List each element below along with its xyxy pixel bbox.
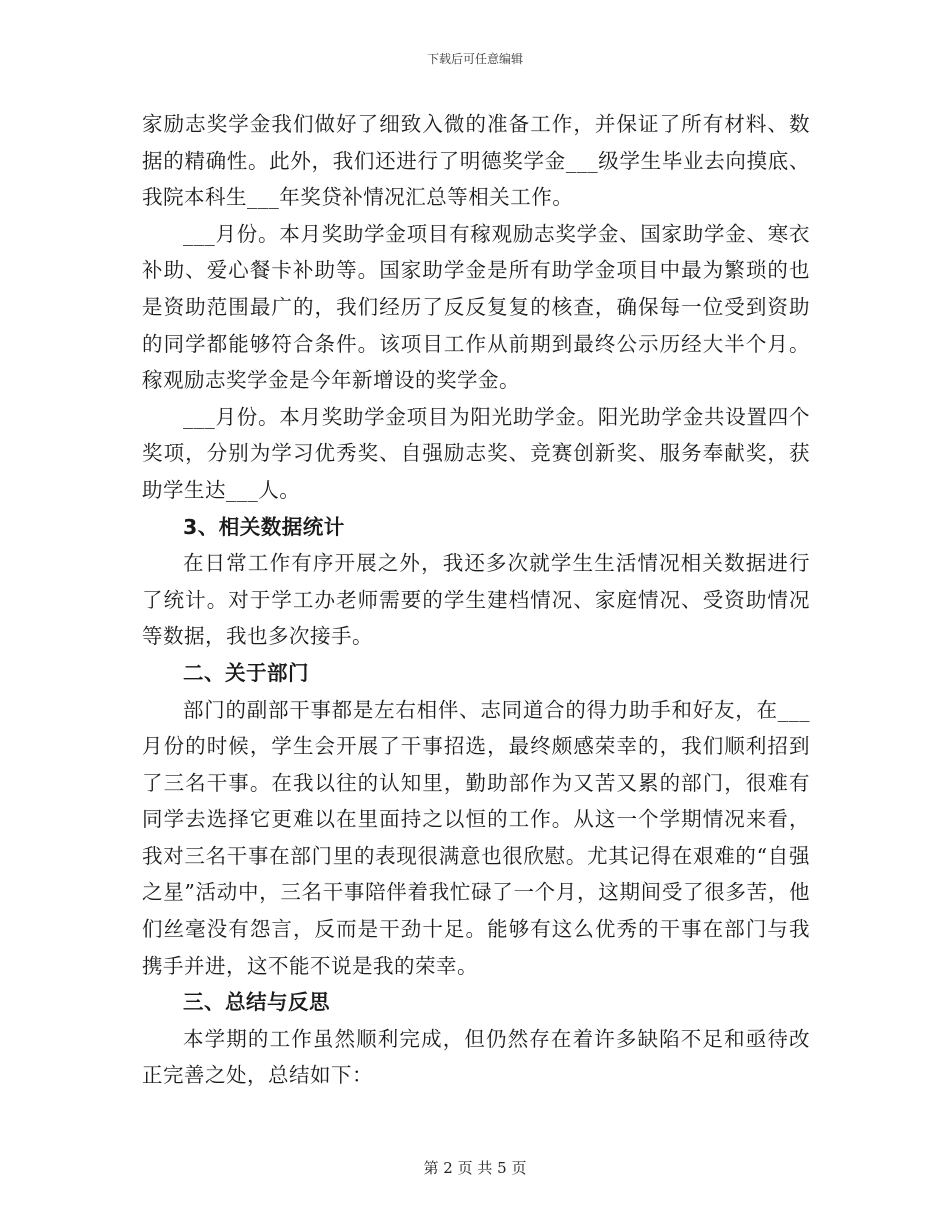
page-number: 第 2 页 共 5 页: [423, 1159, 527, 1177]
page-header-note: 下载后可任意编辑: [426, 52, 523, 66]
section-heading-summary: 三、总结与反思: [183, 990, 330, 1015]
section-heading-department: 二、关于部门: [183, 660, 309, 685]
section-heading-data-statistics: 3、相关数据统计: [183, 514, 345, 539]
paragraph-5: 部门的副部干事都是左右相伴、志同道合的得力助手和好友，在___月份的时候，学生会开展了干事招选，最终颇感荣幸的，我们顺利招到了三名干事。在我以往的认知里，勤助部作为又苦又累的部门，很难有同学去选择它更难以在里面持之以恒的工作。从这一个学期情况来看，我对三名干事在部门里的表现很满意也很欣慰。尤其记得在艰难的“自强之星”活动中，三名干事陪伴着我忙碌了一个月，这期间受了很多苦，他们丝毫没有怨言，反而是干劲十足。能够有这么优秀的干事在部门与我携手并进，这不能不说是我的荣幸。: [142, 697, 810, 978]
paragraph-6: 本学期的工作虽然顺利完成，但仍然存在着许多缺陷不足和亟待改正完善之处，总结如下：: [142, 1026, 810, 1088]
paragraph-1: 家励志奖学金我们做好了细致入微的准备工作，并保证了所有材料、数据的精确性。此外，我们还进行了明德奖学金___级学生毕业去向摸底、我院本科生___年奖贷补情况汇总等相关工作。: [142, 112, 810, 210]
paragraph-4: 在日常工作有序开展之外，我还多次就学生生活情况相关数据进行了统计。对于学工办老师需要的学生建档情况、家庭情况、受资助情况等数据，我也多次接手。: [142, 551, 810, 649]
document-body: [142, 106, 810, 1094]
paragraph-2: ___月份。本月奖助学金项目有稼观励志奖学金、国家助学金、寒衣补助、爱心餐卡补助等。国家助学金是所有助学金项目中最为繁琐的也是资助范围最广的，我们经历了反反复复的核查，确保每一位受到资助的同学都能够符合条件。该项目工作从前期到最终公示历经大半个月。稼观励志奖学金是今年新增设的奖学金。: [142, 221, 810, 393]
paragraph-3: ___月份。本月奖助学金项目为阳光助学金。阳光助学金共设置四个奖项，分别为学习优秀奖、自强励志奖、竞赛创新奖、服务奉献奖，获助学生达___人。: [142, 404, 810, 502]
